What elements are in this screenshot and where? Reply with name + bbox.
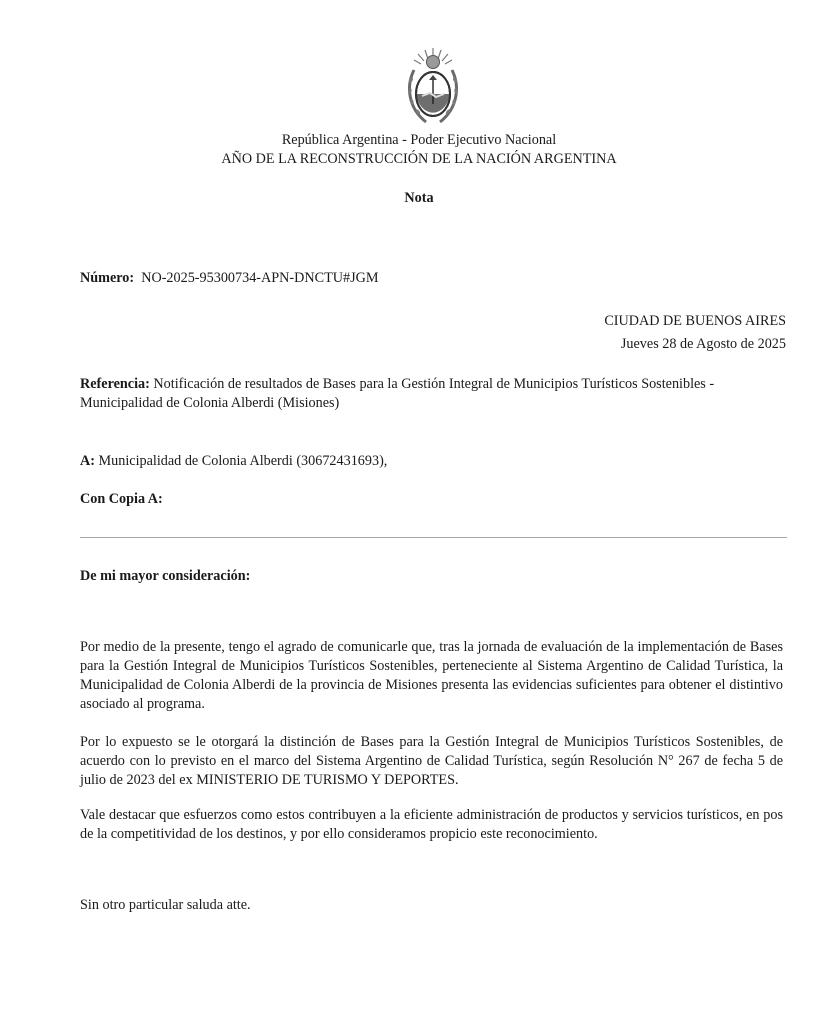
argentina-coat-of-arms-icon — [404, 46, 462, 128]
document-type-title: Nota — [404, 190, 434, 206]
reference — [80, 375, 780, 413]
header-line-2: AÑO DE LA RECONSTRUCCIÓN DE LA NACIÓN ARGENTINA — [221, 151, 617, 167]
date: Jueves 28 de Agosto de 2025 — [620, 336, 786, 352]
document-number-value: NO-2025-95300734-APN-DNCTU#JGM — [141, 270, 379, 286]
recipient-label: A: — [80, 453, 95, 469]
recipient — [80, 453, 387, 470]
reference-label: Referencia: — [80, 376, 150, 392]
closing: Sin otro particular saluda atte. — [80, 897, 251, 913]
body-paragraph-2: Por lo expuesto se le otorgará la distinción de Bases para la Gestión Integral de Municipios Turísticos Sostenibles, de acuerdo con lo previsto en el marco del Sistema Argentino de Calidad Turística, según Resolución N° 267 de fecha 5 de julio de 2023 del ex MINISTERIO DE TURISMO Y DEPORTES. — [80, 734, 783, 788]
document-number — [80, 270, 378, 287]
body-paragraph-3: Vale destacar que esfuerzos como estos contribuyen a la eficiente administración de productos y servicios turísticos, en pos de la competitividad de los destinos, y por ello consideramos propicio este reconocimiento. — [80, 807, 783, 842]
greeting: De mi mayor consideración: — [80, 568, 251, 584]
reference-text: Notificación de resultados de Bases para la Gestión Integral de Municipios Turísticos Sostenibles - Municipalidad de Colonia Alberdi (Misiones) — [80, 376, 715, 411]
divider — [80, 537, 787, 538]
document-number-label: Número: — [80, 270, 135, 286]
header-line-1: República Argentina - Poder Ejecutivo Nacional — [281, 132, 557, 148]
body-paragraph-1: Por medio de la presente, tengo el agrado de comunicarle que, tras la jornada de evaluación de la implementación de Bases para la Gestión Integral de Municipios Turísticos Sostenibles, perteneciente al Sistema Argentino de Calidad Turística, la Municipalidad de Colonia Alberdi de la provincia de Misiones presenta las evidencias suficientes para obtener el distintivo asociado al programa. — [80, 639, 783, 712]
cc-label: Con Copia A: — [80, 491, 163, 507]
recipient-value: Municipalidad de Colonia Alberdi (30672431693), — [98, 453, 388, 469]
place: CIUDAD DE BUENOS AIRES — [604, 313, 786, 329]
